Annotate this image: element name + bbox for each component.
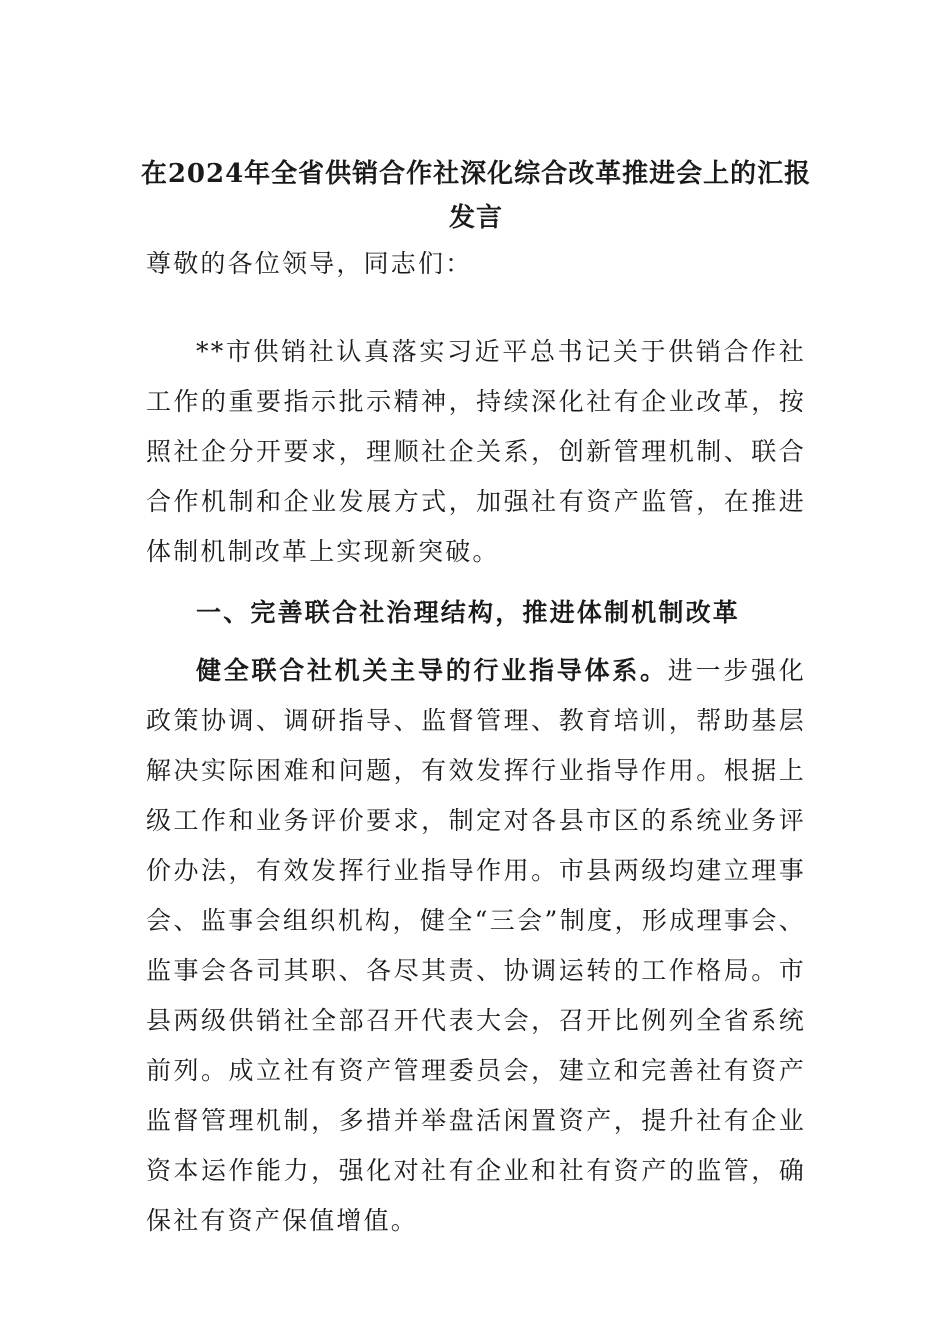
greeting: 尊敬的各位领导，同志们： [146, 249, 473, 278]
section-paragraph-text: 进一步强化政策协调、调研指导、监督管理、教育培训，帮助基层解决实际困难和问题，有效发挥行业指导作用。根据上级工作和业务评价要求，制定对各县市区的系统业务评价办法，有效发挥行业指导作用。市县两级均建立理事会、监事会组织机构，健全“三会”制度，形成理事会、监事会各司其职、各尽其责、协调运转的工作格局。市县两级供销社全部召开代表大会，召开比例列全省系统前列。成立社有资产管理委员会，建立和完善社有资产监督管理机制，多措并举盘活闲置资产，提升社有企业资本运作能力，强化对社有企业和社有资产的监管，确保社有资产保值增值。 [146, 656, 806, 1235]
document-title: 在2024年全省供销合作社深化综合改革推进会上的汇报发言 [140, 159, 812, 233]
section-heading: 一、完善联合社治理结构，推进体制机制改革 [196, 598, 741, 627]
section-paragraph [146, 646, 806, 1246]
section-paragraph-lead: 健全联合社机关主导的行业指导体系。 [196, 656, 668, 685]
intro-paragraph: **市供销社认真落实习近平总书记关于供销合作社工作的重要指示批示精神，持续深化社有企业改革，按照社企分开要求，理顺社企关系，创新管理机制、联合合作机制和企业发展方式，加强社有资产监管，在推进体制机制改革上实现新突破。 [146, 337, 806, 566]
